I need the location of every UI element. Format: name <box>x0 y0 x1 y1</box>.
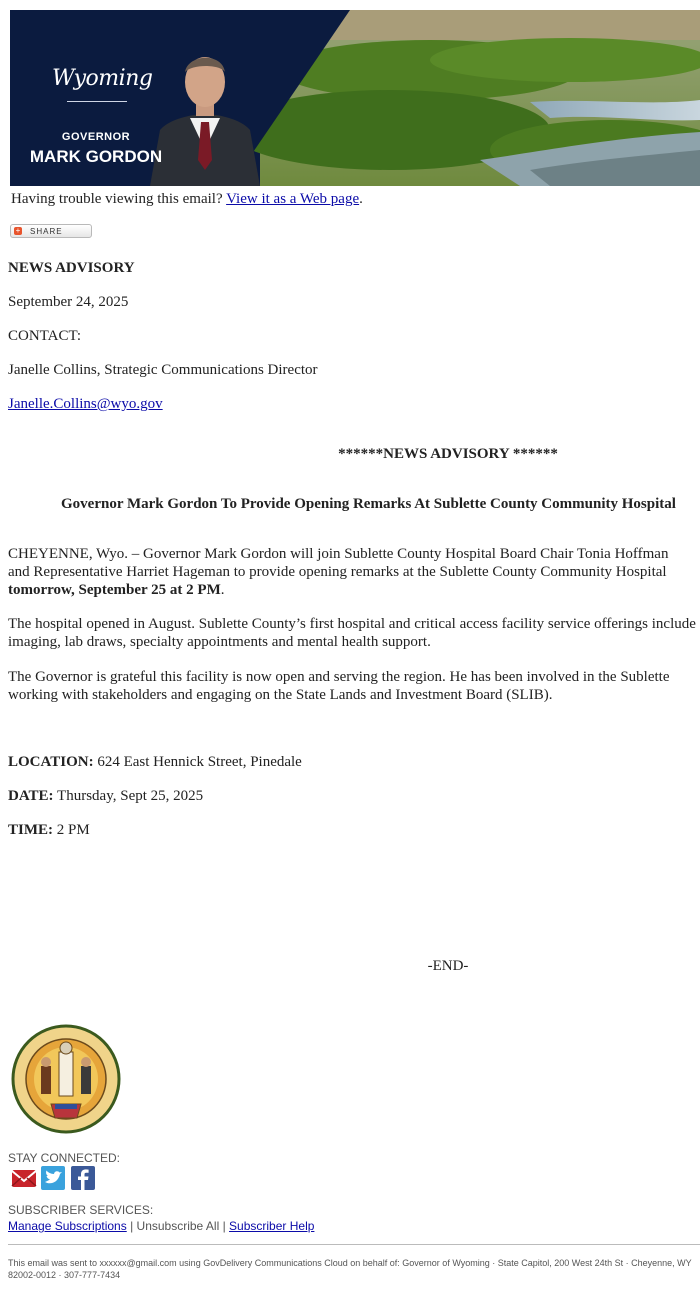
subscriber-services-label: SUBSCRIBER SERVICES: <box>8 1203 154 1217</box>
headline: Governor Mark Gordon To Provide Opening Remarks At Sublette County Community Hospital <box>61 496 676 512</box>
center-heading: ******NEWS ADVISORY ****** <box>338 446 558 462</box>
paragraph-1-line-1: CHEYENNE, Wyo. – Governor Mark Gordon will join Sublette County Hospital Board Chair Tonia Hoffman <box>8 546 669 562</box>
bucking-horse-icon <box>67 93 127 102</box>
paragraph-1-line-2: and Representative Harriet Hageman to provide opening remarks at the Sublette County Community Hospital <box>8 564 667 580</box>
paragraph-2-line-2: imaging, lab draws, specialty appointments and mental health support. <box>8 634 431 650</box>
plus-icon: + <box>15 226 21 235</box>
contact-label: CONTACT: <box>8 328 82 344</box>
share-button[interactable] <box>10 224 92 238</box>
twitter-icon[interactable] <box>41 1166 65 1190</box>
location-label: LOCATION: <box>8 754 94 770</box>
view-web-page-link[interactable]: View it as a Web page <box>226 191 360 207</box>
date-label: DATE: <box>8 788 54 804</box>
banner-name: MARK GORDON <box>29 147 163 166</box>
location-field <box>8 753 302 771</box>
trouble-viewing-text: Having trouble viewing this email? <box>11 191 227 207</box>
footer-note-line-2: 82002-0012 · 307-777-7434 <box>8 1270 121 1280</box>
separator: | <box>219 1219 230 1233</box>
end-marker: -END- <box>427 958 469 974</box>
facebook-icon[interactable] <box>71 1166 95 1190</box>
wyoming-logo <box>52 66 153 102</box>
header-banner <box>10 10 700 186</box>
trouble-viewing <box>11 190 363 208</box>
paragraph-3-line-1: The Governor is grateful this facility is now open and serving the region. He has been involved in the Sublette <box>8 669 670 685</box>
advisory-date: September 24, 2025 <box>8 294 129 310</box>
state-seal-icon <box>11 1024 121 1134</box>
stay-connected-label: STAY CONNECTED: <box>8 1151 121 1165</box>
manage-subscriptions-link[interactable]: Manage Subscriptions <box>8 1219 127 1233</box>
advisory-label: NEWS ADVISORY <box>8 260 135 276</box>
footer-note-line-1: This email was sent to xxxxxx@gmail.com using GovDelivery Communications Cloud on behalf of: Governor of Wyoming · State Capitol, 200 West 24th St · Cheyenne, WY <box>8 1258 692 1268</box>
paragraph-3-line-2: working with stakeholders and engaging on the State Lands and Investment Board (SLIB). <box>8 687 553 703</box>
time-field <box>8 821 90 839</box>
date-value: Thursday, Sept 25, 2025 <box>53 788 204 804</box>
trouble-viewing-suffix: . <box>359 191 363 207</box>
separator: | <box>126 1219 137 1233</box>
subscriber-help-link[interactable]: Subscriber Help <box>229 1219 315 1233</box>
email-icon[interactable] <box>11 1166 37 1191</box>
wyoming-logo-text: Wyoming <box>52 66 153 91</box>
contact-email-link[interactable]: Janelle.Collins@wyo.gov <box>8 396 163 412</box>
subscriber-links <box>8 1217 314 1235</box>
contact-name: Janelle Collins, Strategic Communications Director <box>8 362 318 378</box>
paragraph-1-end: . <box>220 582 225 598</box>
footer-divider <box>8 1244 700 1245</box>
unsubscribe-all-link[interactable]: Unsubscribe All <box>136 1219 220 1233</box>
share-label: SHARE <box>30 226 63 236</box>
time-value: 2 PM <box>53 822 90 838</box>
location-value: 624 East Hennick Street, Pinedale <box>93 754 302 770</box>
paragraph-1-line-3 <box>8 581 224 599</box>
paragraph-2-line-1: The hospital opened in August. Sublette County’s first hospital and critical access facility service offerings include <box>8 616 696 632</box>
event-time-emphasis: tomorrow, September 25 at 2 PM <box>8 582 221 598</box>
footer-note <box>8 1257 700 1281</box>
date-field <box>8 787 203 805</box>
banner-role: GOVERNOR <box>61 131 131 143</box>
time-label: TIME: <box>8 822 53 838</box>
